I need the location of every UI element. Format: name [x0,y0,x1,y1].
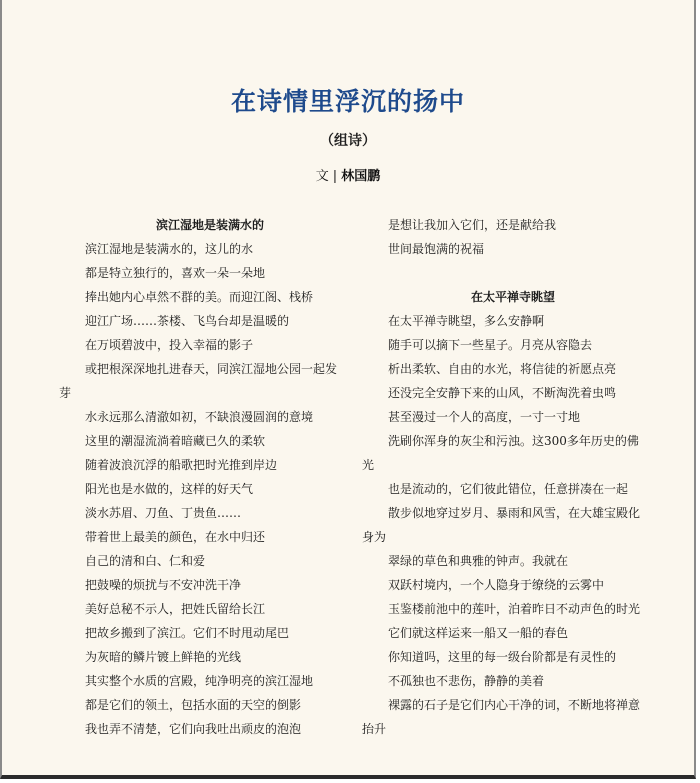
poem-line: 带着世上最美的颜色，在水中归还 [85,530,266,544]
poem-heading: 在太平禅寺眺望 [470,290,555,304]
poem-line: 把故乡搬到了滨江。它们不时甩动尾巴 [85,626,290,640]
poem-line: 水永远那么清澈如初，不缺浪漫圆润的意境 [85,410,314,424]
left-column [59,213,341,741]
poem-line: 散步似地穿过岁月、暴雨和风雪，在大雄宝殿化 [388,506,641,520]
poem-line: 淡水苏眉、刀鱼、丁贵鱼…… [85,506,242,520]
poem-line: 在万顷碧波中，投入幸福的影子 [85,338,254,352]
byline [2,165,694,184]
poem-line: 我也弄不清楚，它们向我吐出顽皮的泡泡 [85,722,302,736]
poem-line: 甚至漫过一个人的高度，一寸一寸地 [388,410,581,424]
poem-line-wrap: 抬升 [362,722,387,736]
byline-separator: | [332,169,338,184]
poem-line-wrap: 光 [362,458,375,472]
poem-line: 析出柔软、自由的水光，将信徒的祈愿点亮 [388,362,617,376]
poem-line: 迎江广场……茶楼、飞鸟台却是温暖的 [85,314,290,328]
poem-line: 这里的潮湿流淌着暗藏已久的柔软 [85,434,266,448]
stanza-gap [362,261,644,285]
right-column [362,213,644,741]
poem-line: 翠绿的草色和典雅的钟声。我就在 [388,554,569,568]
poem-line: 把鼓噪的烦扰与不安冲洗干净 [85,578,242,592]
poem-line: 自己的清和白、仁和爱 [85,554,206,568]
poem-line: 其实整个水质的宫殿，纯净明亮的滨江湿地 [85,674,314,688]
page-title: 在诗情里浮沉的扬中 [230,87,465,116]
poem-line-wrap: 身为 [362,530,387,544]
poem-line: 不孤独也不悲伤，静静的美着 [388,674,545,688]
poem-line: 阳光也是水做的，这样的好天气 [85,482,254,496]
poem-line: 你知道吗，这里的每一级台阶都是有灵性的 [388,650,617,664]
poem-line: 它们就这样运来一船又一船的春色 [388,626,569,640]
poem-line: 捧出她内心卓然不群的美。而迎江阁、栈桥 [85,290,314,304]
poem-line-wrap: 芽 [59,386,72,400]
poem-line: 美好总秘不示人，把姓氏留给长江 [85,602,266,616]
poem-line: 也是流动的，它们彼此错位，任意拼凑在一起 [388,482,629,496]
author-name: 林国鹏 [341,169,381,184]
poem-line: 裸露的石子是它们内心干净的词，不断地将禅意 [388,698,641,712]
poem-line: 滨江湿地是装满水的，这儿的水 [85,242,254,256]
poem-line: 洗刷你浑身的灰尘和污浊。这300多年历史的佛 [388,434,639,448]
poem-line: 在太平禅寺眺望，多么安静啊 [388,314,545,328]
poem-heading: 滨江湿地是装满水的 [155,218,264,232]
poem-line: 世间最饱满的祝福 [388,242,485,256]
poem-line: 还没完全安静下来的山风，不断淘洗着虫鸣 [388,386,617,400]
byline-prefix: 文 [315,169,329,184]
poem-line: 随着波浪沉浮的船歌把时光推到岸边 [85,458,278,472]
page-subtitle: （组诗） [320,133,376,149]
poem-line: 是想让我加入它们，还是献给我 [388,218,557,232]
poem-line: 玉鉴楼前池中的莲叶，泊着昨日不动声色的时光 [388,602,641,616]
poem-line: 都是特立独行的，喜欢一朵一朵地 [85,266,266,280]
poem-line: 为灰暗的鳞片镀上鲜艳的光线 [85,650,242,664]
poem-line: 双跃村境内，一个人隐身于缭绕的云雾中 [388,578,605,592]
poem-line: 或把根深深地扎进春天，同滨江湿地公园一起发 [85,362,338,376]
poem-line: 都是它们的领土，包括水面的天空的倒影 [85,698,302,712]
poem-line: 随手可以摘下一些星子。月亮从容隐去 [388,338,593,352]
